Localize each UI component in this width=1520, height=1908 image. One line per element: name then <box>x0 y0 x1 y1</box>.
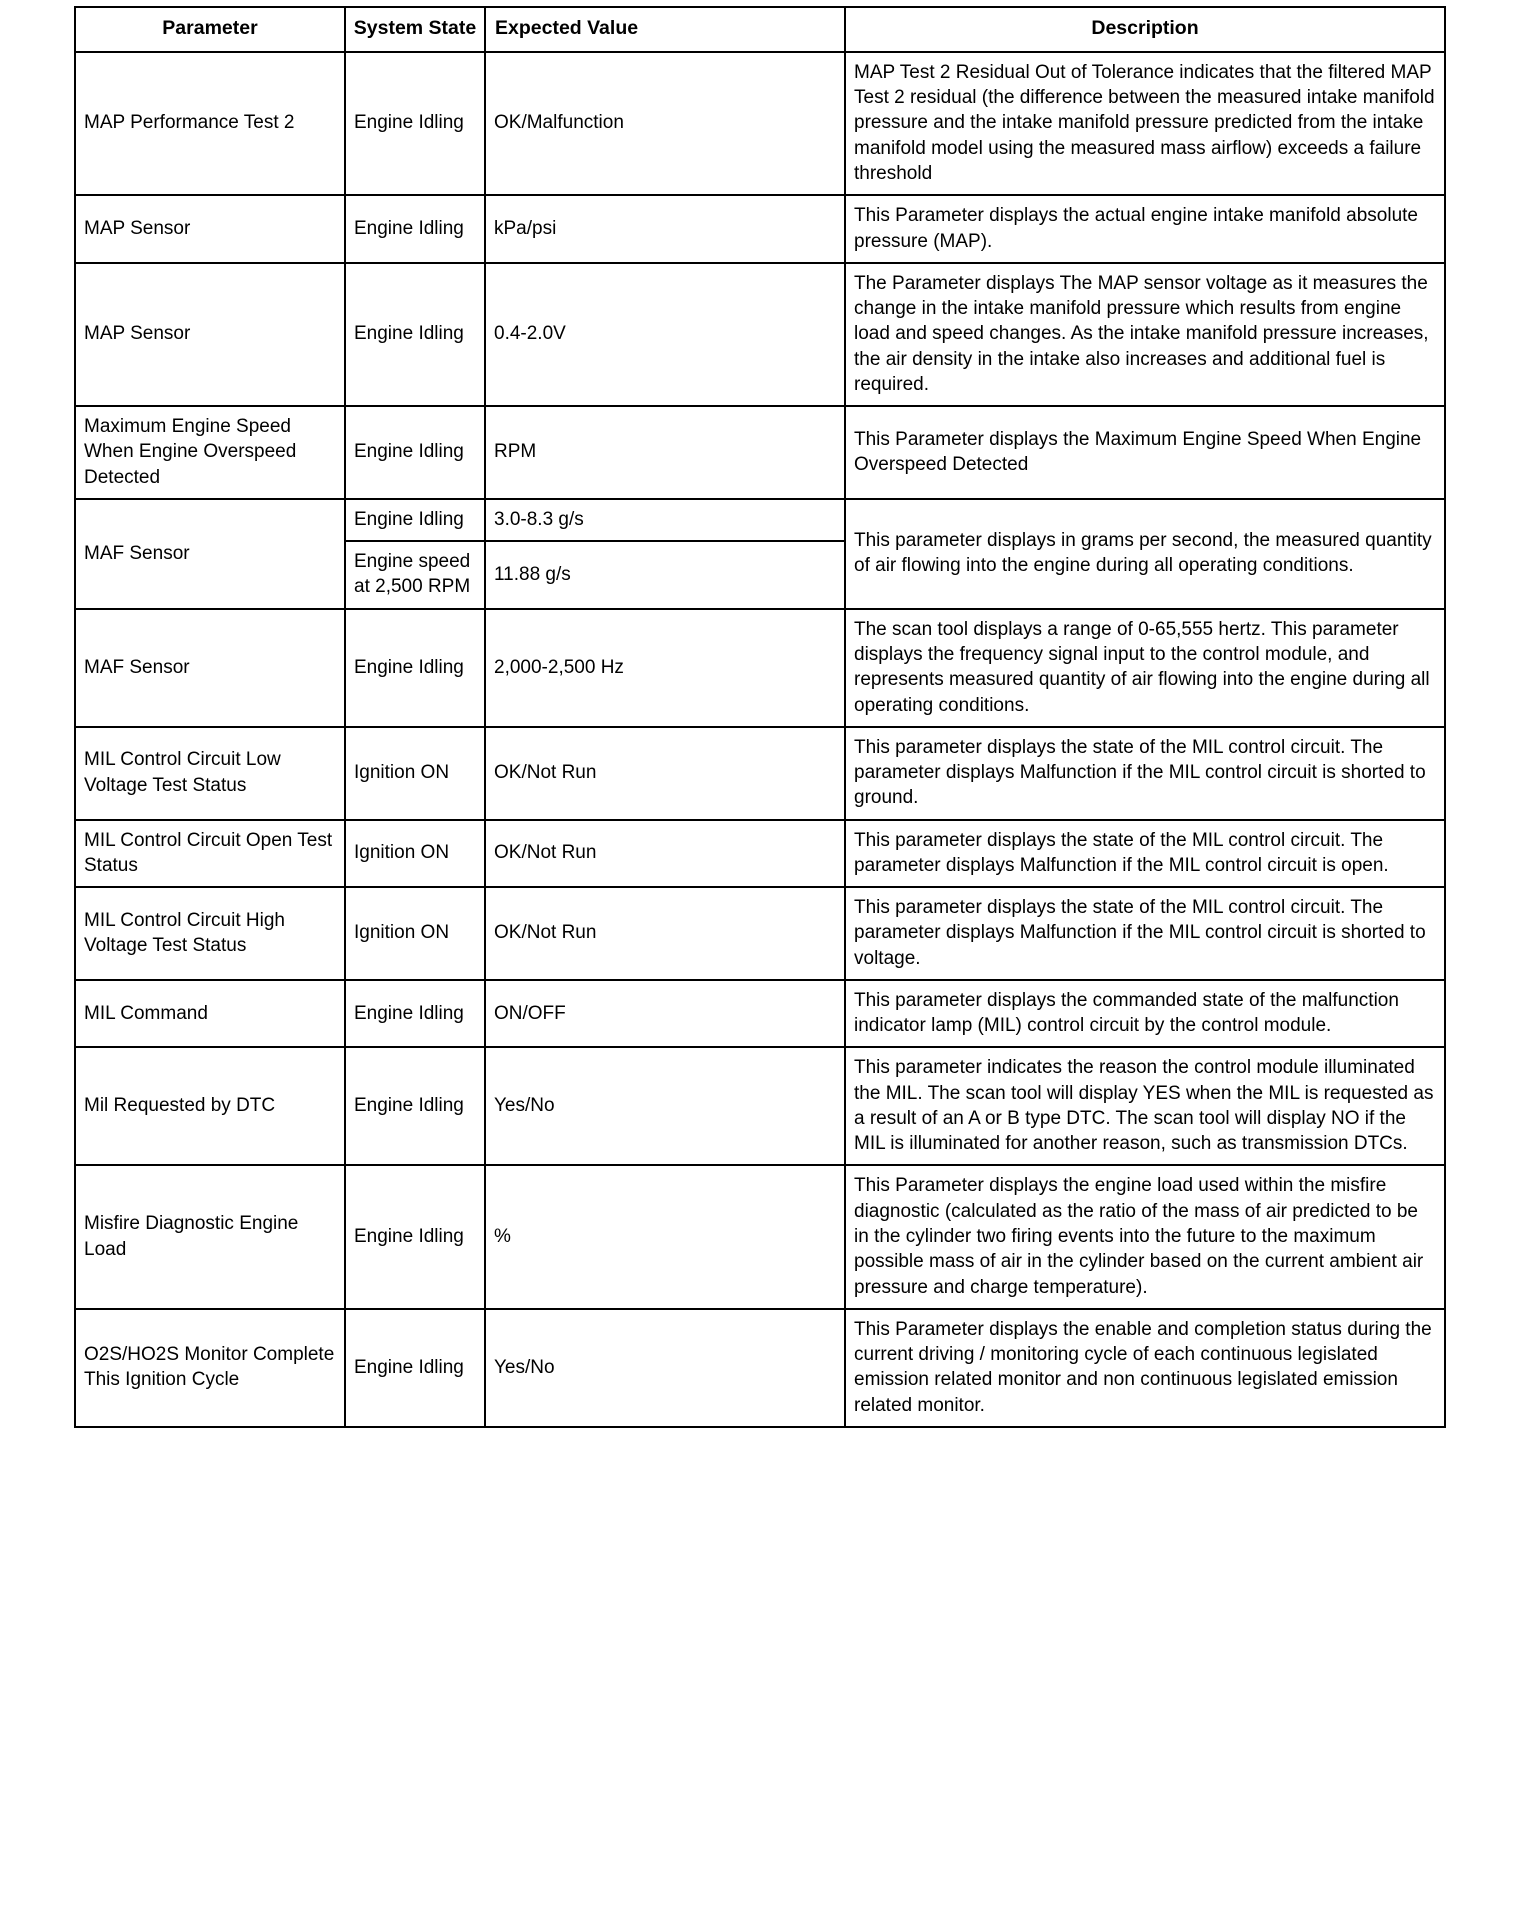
cell-parameter: O2S/HO2S Monitor Complete This Ignition Cycle <box>75 1309 345 1427</box>
cell-system-state: Engine speed at 2,500 RPM <box>345 541 485 609</box>
cell-parameter: Maximum Engine Speed When Engine Overspeed Detected <box>75 406 345 499</box>
table-row <box>75 980 1445 1048</box>
cell-system-state: Engine Idling <box>345 52 485 195</box>
table-row <box>75 887 1445 980</box>
cell-expected-value: Yes/No <box>485 1047 845 1165</box>
table-row <box>75 1047 1445 1165</box>
cell-system-state: Ignition ON <box>345 820 485 888</box>
cell-expected-value: 0.4-2.0V <box>485 263 845 406</box>
cell-expected-value: RPM <box>485 406 845 499</box>
cell-system-state: Ignition ON <box>345 887 485 980</box>
cell-description: This Parameter displays the enable and completion status during the current driving / monitoring cycle of each continuous legislated emission related monitor and non continuous legislated emission related monitor. <box>845 1309 1445 1427</box>
cell-system-state: Engine Idling <box>345 1165 485 1308</box>
cell-parameter: MIL Control Circuit Open Test Status <box>75 820 345 888</box>
table-row <box>75 195 1445 263</box>
table-row <box>75 52 1445 195</box>
parameter-table <box>74 6 1446 1428</box>
cell-expected-value: 11.88 g/s <box>485 541 845 609</box>
cell-system-state: Engine Idling <box>345 499 485 541</box>
column-header-system-state: System State <box>345 7 485 52</box>
table-row <box>75 820 1445 888</box>
cell-system-state: Engine Idling <box>345 980 485 1048</box>
cell-parameter: MIL Control Circuit High Voltage Test Status <box>75 887 345 980</box>
cell-system-state: Engine Idling <box>345 195 485 263</box>
cell-description: This parameter displays the commanded state of the malfunction indicator lamp (MIL) control circuit by the control module. <box>845 980 1445 1048</box>
cell-description: The Parameter displays The MAP sensor voltage as it measures the change in the intake manifold pressure which results from engine load and speed changes. As the intake manifold pressure increases, the air density in the intake also increases and additional fuel is required. <box>845 263 1445 406</box>
table-row <box>75 406 1445 499</box>
cell-system-state: Engine Idling <box>345 263 485 406</box>
table-row <box>75 727 1445 820</box>
table-row <box>75 1165 1445 1308</box>
table-row <box>75 1309 1445 1427</box>
cell-system-state: Engine Idling <box>345 1309 485 1427</box>
cell-description: This parameter indicates the reason the control module illuminated the MIL. The scan tool will display YES when the MIL is requested as a result of an A or B type DTC. The scan tool will display NO if the MIL is illuminated for another reason, such as transmission DTCs. <box>845 1047 1445 1165</box>
cell-expected-value: 2,000-2,500 Hz <box>485 609 845 727</box>
cell-description: This Parameter displays the actual engine intake manifold absolute pressure (MAP). <box>845 195 1445 263</box>
cell-description: This Parameter displays the Maximum Engine Speed When Engine Overspeed Detected <box>845 406 1445 499</box>
cell-system-state: Engine Idling <box>345 1047 485 1165</box>
cell-parameter: MAP Sensor <box>75 195 345 263</box>
cell-expected-value: OK/Malfunction <box>485 52 845 195</box>
cell-expected-value: OK/Not Run <box>485 727 845 820</box>
cell-parameter: Misfire Diagnostic Engine Load <box>75 1165 345 1308</box>
cell-description: The scan tool displays a range of 0-65,555 hertz. This parameter displays the frequency signal input to the control module, and represents measured quantity of air flowing into the engine during all operating conditions. <box>845 609 1445 727</box>
table-body <box>75 52 1445 1427</box>
cell-expected-value: OK/Not Run <box>485 820 845 888</box>
cell-parameter: MAF Sensor <box>75 609 345 727</box>
table-header <box>75 7 1445 52</box>
table-header-row <box>75 7 1445 52</box>
table-row <box>75 609 1445 727</box>
cell-expected-value: OK/Not Run <box>485 887 845 980</box>
cell-parameter: MAP Performance Test 2 <box>75 52 345 195</box>
table-row <box>75 499 1445 541</box>
cell-description: This parameter displays in grams per second, the measured quantity of air flowing into the engine during all operating conditions. <box>845 499 1445 609</box>
cell-expected-value: Yes/No <box>485 1309 845 1427</box>
cell-expected-value: ON/OFF <box>485 980 845 1048</box>
table-row <box>75 263 1445 406</box>
cell-description: This parameter displays the state of the MIL control circuit. The parameter displays Malfunction if the MIL control circuit is open. <box>845 820 1445 888</box>
cell-system-state: Ignition ON <box>345 727 485 820</box>
cell-description: MAP Test 2 Residual Out of Tolerance indicates that the filtered MAP Test 2 residual (the difference between the measured intake manifold pressure and the intake manifold pressure predicted from the intake manifold model using the measured mass airflow) exceeds a failure threshold <box>845 52 1445 195</box>
cell-parameter: MIL Command <box>75 980 345 1048</box>
column-header-parameter: Parameter <box>75 7 345 52</box>
cell-description: This Parameter displays the engine load used within the misfire diagnostic (calculated as the ratio of the mass of air predicted to be in the cylinder two firing events into the future to the maximum possible mass of air in the cylinder based on the current ambient air pressure and charge temperature). <box>845 1165 1445 1308</box>
column-header-description: Description <box>845 7 1445 52</box>
cell-parameter: MIL Control Circuit Low Voltage Test Status <box>75 727 345 820</box>
cell-parameter: MAF Sensor <box>75 499 345 609</box>
cell-parameter: Mil Requested by DTC <box>75 1047 345 1165</box>
cell-expected-value: 3.0-8.3 g/s <box>485 499 845 541</box>
cell-expected-value: kPa/psi <box>485 195 845 263</box>
cell-description: This parameter displays the state of the MIL control circuit. The parameter displays Malfunction if the MIL control circuit is shorted to ground. <box>845 727 1445 820</box>
column-header-expected-value: Expected Value <box>485 7 845 52</box>
cell-parameter: MAP Sensor <box>75 263 345 406</box>
cell-system-state: Engine Idling <box>345 609 485 727</box>
cell-system-state: Engine Idling <box>345 406 485 499</box>
cell-description: This parameter displays the state of the MIL control circuit. The parameter displays Malfunction if the MIL control circuit is shorted to voltage. <box>845 887 1445 980</box>
cell-expected-value: % <box>485 1165 845 1308</box>
